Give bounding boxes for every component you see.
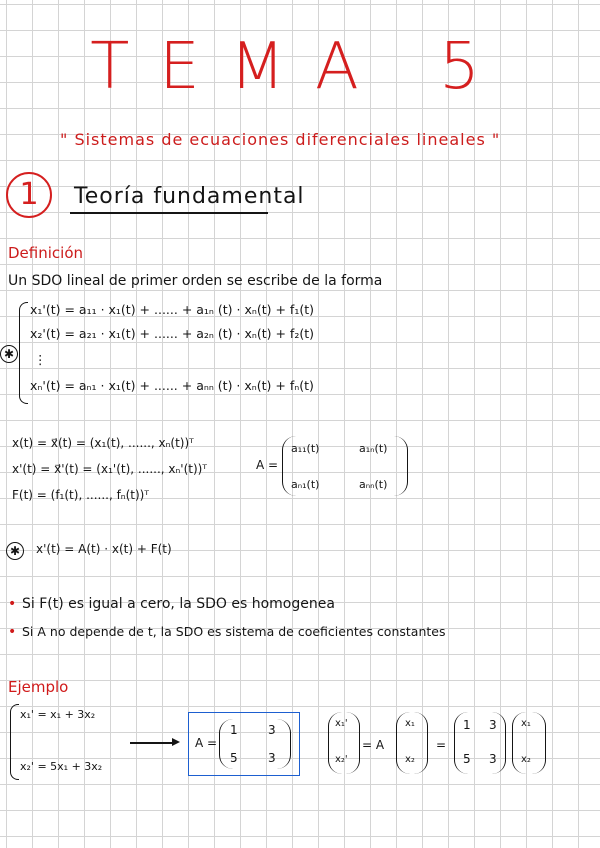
arrow-line: [130, 742, 174, 744]
system-line-1: x₁'(t) = a₁₁ · x₁(t) + ...... + a₁ₙ (t) · xₙ(t) + f₁(t): [30, 302, 314, 317]
matrix-a: [282, 436, 408, 496]
matrix-a-label: A =: [256, 458, 279, 472]
example-label: Ejemplo: [8, 678, 69, 696]
example-cell-22: 3: [268, 751, 276, 765]
bullet-2-text: Si A no depende de t, la SDO es sistema de coeficientes constantes: [22, 624, 446, 639]
equals-sign: =: [436, 738, 447, 752]
vec-x: [396, 712, 428, 774]
section-title: Teoría fundamental: [74, 184, 305, 209]
matrix-cell-n1: aₙ₁(t): [291, 478, 320, 491]
vec-lhs-2: x₂': [335, 754, 348, 765]
system-ellipsis: ⋮: [34, 352, 47, 367]
example-eq-2: x₂' = 5x₁ + 3x₂: [20, 760, 103, 773]
star-mark: ✱: [0, 345, 18, 363]
example-eq-1: x₁' = x₁ + 3x₂: [20, 708, 96, 721]
compact-form: x'(t) = A(t) · x(t) + F(t): [36, 542, 172, 556]
section-underline: [70, 212, 268, 214]
arrow-head: [172, 738, 180, 746]
equals-a: = A: [362, 738, 385, 752]
coef-matrix: [454, 712, 506, 774]
system-line-n: xₙ'(t) = aₙ₁ · x₁(t) + ...... + aₙₙ (t) · xₙ(t) + fₙ(t): [30, 378, 314, 393]
page-title: TEMA 5: [90, 30, 510, 104]
system-brace: [19, 302, 28, 404]
coef-21: 5: [463, 752, 471, 766]
page-subtitle: " Sistemas de ecuaciones diferenciales lineales ": [60, 130, 501, 149]
coef-12: 3: [489, 718, 497, 732]
example-brace: [10, 704, 19, 780]
vec-lhs-1: x₁': [335, 718, 348, 729]
star-mark-2: ✱: [6, 542, 24, 560]
bullet-1-text: Si F(t) es igual a cero, la SDO es homogenea: [22, 596, 335, 612]
example-cell-21: 5: [230, 751, 238, 765]
bullet-2-mark: •: [8, 624, 17, 640]
vec-lhs: [328, 712, 360, 774]
matrix-cell-1n: a₁ₙ(t): [359, 442, 388, 455]
vec-rhs-2: x₂: [521, 754, 531, 765]
coef-22: 3: [489, 752, 497, 766]
bullet-1-mark: •: [8, 596, 17, 612]
vector-f: F(t) = (f₁(t), ......, fₙ(t))ᵀ: [12, 488, 149, 502]
vector-x: x(t) = x⃗(t) = (x₁(t), ......, xₙ(t))ᵀ: [12, 436, 194, 450]
vec-x-2: x₂: [405, 754, 415, 765]
example-cell-12: 3: [268, 723, 276, 737]
example-matrix-label: A =: [195, 736, 218, 750]
example-cell-11: 1: [230, 723, 238, 737]
vec-x-1: x₁: [405, 718, 415, 729]
example-matrix-box: [188, 712, 300, 776]
definition-intro: Un SDO lineal de primer orden se escribe de la forma: [8, 273, 383, 289]
section-number: 1: [6, 172, 52, 218]
matrix-cell-nn: aₙₙ(t): [359, 478, 388, 491]
example-matrix: [219, 719, 291, 769]
coef-11: 1: [463, 718, 471, 732]
matrix-cell-11: a₁₁(t): [291, 442, 320, 455]
system-line-2: x₂'(t) = a₂₁ · x₁(t) + ...... + a₂ₙ (t) · xₙ(t) + f₂(t): [30, 326, 314, 341]
vec-rhs-1: x₁: [521, 718, 531, 729]
vector-x-prime: x'(t) = x⃗'(t) = (x₁'(t), ......, xₙ'(t))ᵀ: [12, 462, 207, 476]
vec-rhs: [512, 712, 546, 774]
definition-label: Definición: [8, 244, 83, 262]
